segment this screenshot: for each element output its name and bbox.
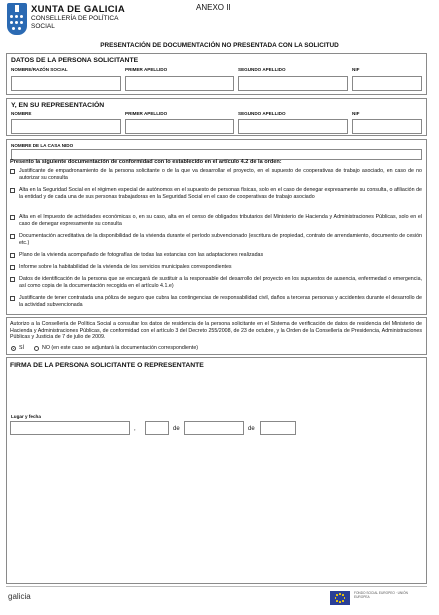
rep-surname2-label: SEGUNDO APELLIDO	[238, 111, 286, 116]
applicant-surname1-label: PRIMER APELLIDO	[125, 67, 168, 72]
doc-checkbox[interactable]	[10, 296, 15, 301]
doc-checkbox[interactable]	[10, 215, 15, 220]
month-field[interactable]	[184, 421, 244, 435]
authorize-no-label: NO (en este caso se adjuntará la documentación correspondiente)	[42, 345, 199, 351]
doc-checkbox[interactable]	[10, 188, 15, 193]
day-field[interactable]	[145, 421, 169, 435]
applicant-heading: DATOS DE LA PERSONA SOLICITANTE	[11, 57, 139, 64]
applicant-surname2-field[interactable]	[238, 76, 348, 91]
place-field[interactable]	[10, 421, 130, 435]
applicant-surname1-field[interactable]	[125, 76, 234, 91]
applicant-nif-label: NIF	[352, 67, 360, 72]
rep-nif-field[interactable]	[352, 119, 422, 134]
applicant-name-field[interactable]	[11, 76, 121, 91]
rep-nif-label: NIF	[352, 111, 360, 116]
doc-checkbox[interactable]	[10, 265, 15, 270]
applicant-section	[6, 53, 427, 95]
doc-checkbox[interactable]	[10, 253, 15, 258]
applicant-name-label: NOMBRE/RAZÓN SOCIAL	[11, 67, 68, 72]
representative-section	[6, 98, 427, 136]
documentation-intro: Presento la siguiente documentación de conformidad con lo establecido en el artículo 4.2 de la orden:	[10, 159, 282, 165]
rep-name-label: NOMBRE	[11, 111, 32, 116]
comma-separator: ,	[134, 426, 136, 432]
eu-fund-text: FONDO SOCIAL EUROPEO · UNIÓN EUROPEA	[354, 591, 408, 599]
doc-checkbox[interactable]	[10, 277, 15, 282]
authorize-no-radio[interactable]	[34, 346, 39, 351]
footer-divider	[6, 586, 427, 587]
doc-checkbox[interactable]	[10, 169, 15, 174]
authorization-text: Autorizo a la Consellería de Política Social a consultar los datos de residencia de la persona solicitante en el Sistema de verificación de datos de residencia del Ministerio de Hacienda y Administraciones Públicas, de conformidad con el artículo 3 del Decreto 255/2008, de 23 de octubre, y la Orden de la Consellería de Presidencia, Administraciones Públicas y Justicia de 7 de julio de 2009.	[10, 321, 422, 341]
xunta-shield-logo	[7, 3, 27, 35]
page-title: PRESENTACIÓN DE DOCUMENTACIÓN NO PRESENTADA CON LA SOLICITUD	[100, 42, 339, 49]
applicant-nif-field[interactable]	[352, 76, 422, 91]
signature-heading: FIRMA DE LA PERSONA SOLICITANTE O REPRESENTANTE	[10, 362, 204, 369]
place-date-label: Lugar y fecha	[11, 414, 41, 419]
brand-department: CONSELLERÍA DE POLÍTICA SOCIAL	[31, 15, 119, 30]
brand-name: XUNTA DE GALICIA	[31, 4, 125, 15]
casa-nido-label: NOMBRE DE LA CASA NIDO	[11, 143, 74, 148]
year-field[interactable]	[260, 421, 296, 435]
representative-heading: Y, EN SU REPRESENTACIÓN	[11, 102, 105, 109]
signature-section	[6, 357, 427, 584]
eu-flag-icon	[330, 591, 350, 605]
rep-surname1-label: PRIMER APELLIDO	[125, 111, 168, 116]
applicant-surname2-label: SEGUNDO APELLIDO	[238, 67, 286, 72]
authorize-yes-label: SÍ	[19, 345, 25, 351]
rep-name-field[interactable]	[11, 119, 121, 134]
galicia-logo: galicia	[8, 592, 31, 601]
annex-label: ANEXO II	[196, 3, 231, 12]
de-label-2: de	[248, 426, 255, 432]
rep-surname1-field[interactable]	[125, 119, 234, 134]
authorize-yes-radio[interactable]	[11, 346, 16, 351]
rep-surname2-field[interactable]	[238, 119, 348, 134]
de-label-1: de	[173, 426, 180, 432]
doc-checkbox[interactable]	[10, 234, 15, 239]
